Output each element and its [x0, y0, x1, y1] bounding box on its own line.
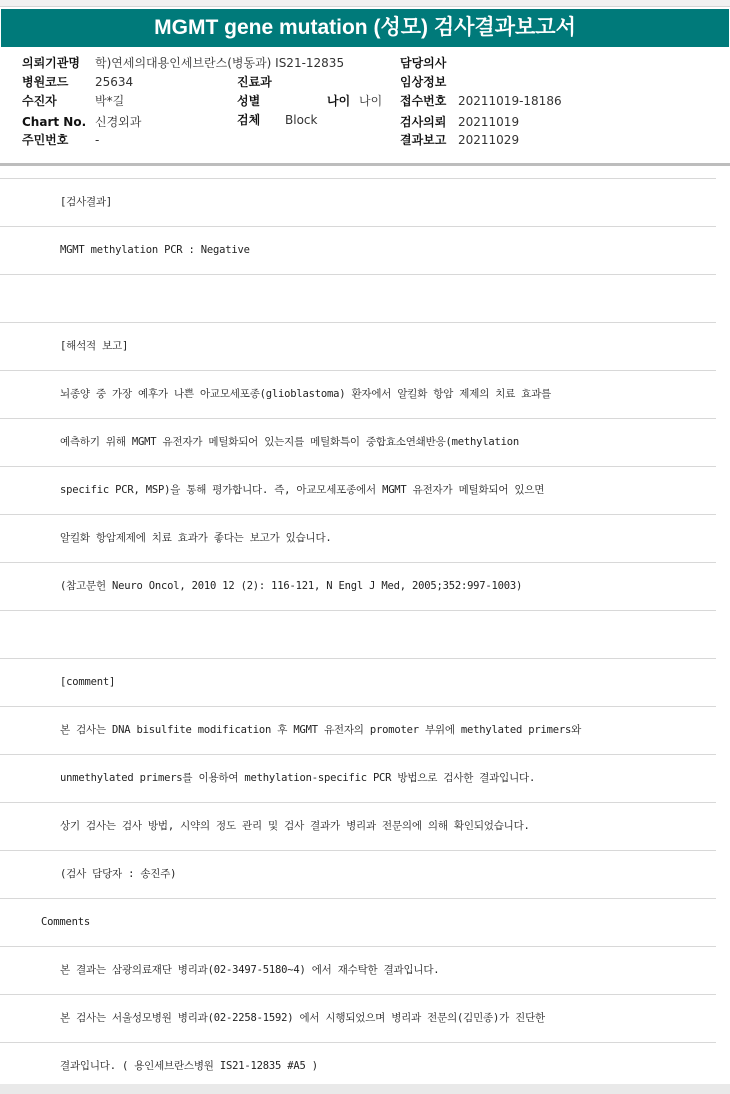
chart-no-value: 신경외과 [95, 115, 142, 129]
hospital-code-value: 25634 [95, 75, 134, 89]
report-title: MGMT gene mutation (성모) 검사결과보고서 [1, 9, 729, 47]
interpretation-text: 알킬화 항암제제에 치료 효과가 좋다는 보고가 있습니다. [60, 532, 332, 544]
patient-value: 박*길 [95, 94, 125, 108]
comments-text: 본 검사는 서울성모병원 병리과(02-2258-1592) 에서 시행되었으며 병리과 전문의(김민종)가 진단한 [60, 1012, 545, 1024]
comments-text: 결과입니다. ( 용인세브란스병원 IS21-12835 #A5 ) [60, 1060, 318, 1072]
comment-text: unmethylated primers를 이용하여 methylation-specific PCR 방법으로 검사한 결과입니다. [60, 772, 536, 784]
report-line [0, 370, 716, 419]
bottom-scroll-strip [0, 1084, 730, 1094]
report-body [0, 166, 730, 1084]
report-line [0, 610, 716, 659]
clinical-label: 임상정보 [400, 75, 447, 89]
interpretation-text: specific PCR, MSP)을 통해 평가합니다. 즉, 아교모세포종에서 MGMT 유전자가 메틸화되어 있으면 [60, 484, 545, 496]
chart-no-label: Chart No. [22, 115, 87, 129]
gender-label: 성별 [237, 94, 261, 108]
report-line [0, 226, 716, 275]
report-line [0, 994, 716, 1043]
examiner-text: (검사 담당자 : 송진주) [60, 868, 177, 880]
interpretation-text: 예측하기 위해 MGMT 유전자가 메틸화되어 있는지를 메틸화특이 중합효소연쇄반응(methylation [60, 436, 519, 448]
report-line [0, 706, 716, 755]
report-line [0, 418, 716, 467]
doctor-label: 담당의사 [400, 56, 447, 70]
section-heading-result: [검사결과] [60, 196, 113, 208]
report-line [0, 850, 716, 899]
report-line [0, 754, 716, 803]
report-label: 결과보고 [400, 133, 447, 147]
report-line [0, 898, 716, 947]
report-header-info [0, 52, 730, 162]
age-label: 나이 [327, 94, 351, 108]
institution-value: 학)연세의대용인세브란스(병동과) IS21-12835 [95, 56, 345, 70]
hospital-code-label: 병원코드 [22, 75, 69, 89]
section-heading-comment: [comment] [60, 676, 116, 688]
request-label: 검사의뢰 [400, 115, 447, 129]
result-text: MGMT methylation PCR : Negative [60, 244, 250, 256]
age-value: 나이 [359, 94, 383, 108]
report-line [0, 322, 716, 371]
report-line [0, 514, 716, 563]
report-line [0, 946, 716, 995]
comments-text: 본 결과는 삼광의료재단 병리과(02-3497-5180~4) 에서 재수탁한 결과입니다. [60, 964, 440, 976]
report-line [0, 466, 716, 515]
report-line [0, 178, 716, 227]
request-value: 20211019 [458, 115, 520, 129]
report-line [0, 802, 716, 851]
ssn-value: - [95, 133, 100, 147]
patient-label: 수진자 [22, 94, 57, 108]
ssn-label: 주민번호 [22, 133, 69, 147]
comment-text: 본 검사는 DNA bisulfite modification 후 MGMT 유전자의 promoter 부위에 methylated primers와 [60, 724, 582, 736]
receipt-value: 20211019-18186 [458, 94, 562, 108]
institution-label: 의뢰기관명 [22, 56, 80, 70]
window-top-strip [0, 0, 730, 7]
specimen-label: 검체 [237, 113, 261, 127]
receipt-label: 접수번호 [400, 94, 447, 108]
section-heading-comments: Comments [41, 916, 90, 928]
report-line [0, 274, 716, 323]
report-line [0, 1042, 716, 1084]
reference-text: (참고문헌 Neuro Oncol, 2010 12 (2): 116-121, N Engl J Med, 2005;352:997-1003) [60, 580, 523, 592]
comment-text: 상기 검사는 검사 방법, 시약의 정도 관리 및 검사 결과가 병리과 전문의에 의해 확인되었습니다. [60, 820, 530, 832]
section-heading-interpretation: [해석적 보고] [60, 340, 129, 352]
interpretation-text: 뇌종양 중 가장 예후가 나쁜 아교모세포종(glioblastoma) 환자에서 알킬화 항암 제제의 치료 효과를 [60, 388, 552, 400]
report-value: 20211029 [458, 133, 520, 147]
specimen-value: Block [285, 113, 318, 127]
report-line [0, 562, 716, 611]
report-line [0, 658, 716, 707]
dept-label: 진료과 [237, 75, 272, 89]
